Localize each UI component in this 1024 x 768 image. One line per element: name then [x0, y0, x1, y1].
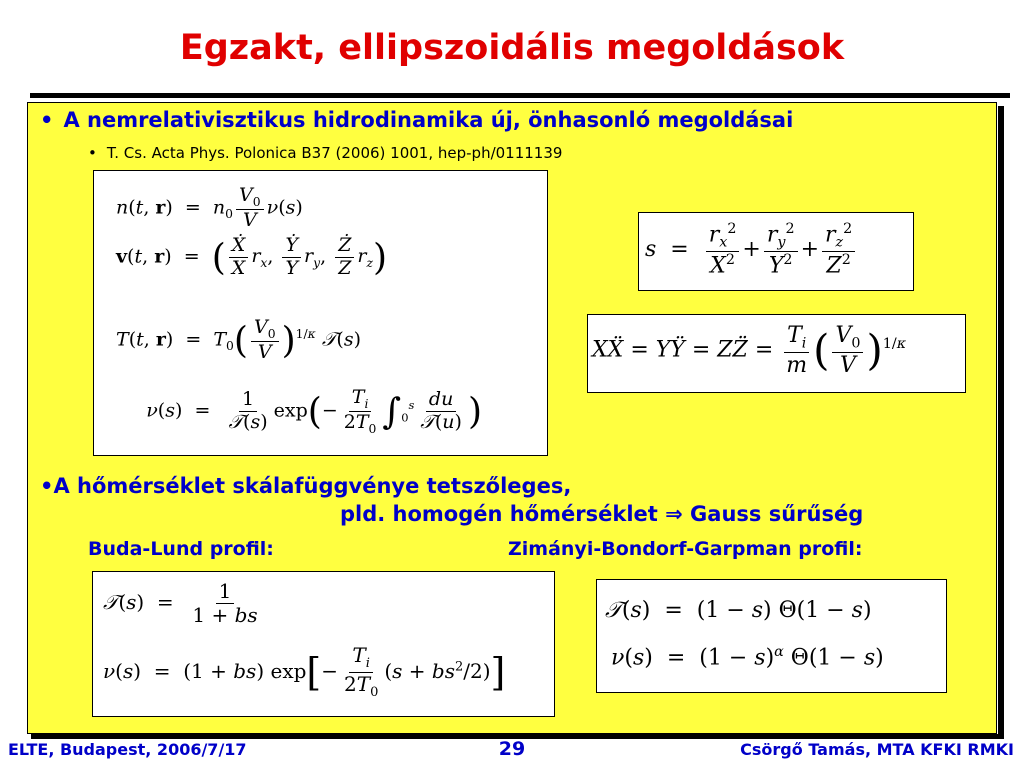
bullet-2	[40, 474, 571, 498]
equation-zbg-temperature: 𝒯(s) = (1 − s) Θ(1 − s)	[605, 598, 872, 623]
panel-shadow-right	[998, 106, 1004, 738]
equation-density: n(t, $r) = n_0$ $\frac{V_0}{V}$ ν(s)	[116, 184, 303, 231]
footer-right: Csörgő Tamás, MTA KFKI RMKI	[740, 740, 1014, 759]
equation-box-scaling-variable	[638, 212, 914, 291]
equation-s: s = $\frac{r_x^2}{X^2}$ + $\frac{r_y^2}{Y^2}$ + $\frac{r_z^2}{Z^2}$	[645, 221, 858, 279]
equation-nu: ν(s) = $\frac{1}{\text{𝒯(s)}}$ exp(− $\frac{T_i}{2T_0}$ $\int_0^s$ $\frac{du}{\text{𝒯(u)}}$ )	[146, 386, 483, 436]
label-buda-lund: Buda-Lund profil:	[88, 538, 274, 560]
bullet-1	[40, 108, 793, 132]
bullet-1-text: A nemrelativisztikus hidrodinamika új, önhasonló megoldásai	[63, 108, 794, 132]
page-number: 29	[498, 738, 526, 760]
bullet-marker: •	[40, 108, 54, 132]
label-zbg: Zimányi-Bondorf-Garpman profil:	[508, 538, 863, 560]
bullet-2-text-line2: pld. homogén hőmérséklet ⇒ Gauss sűrűség	[340, 502, 864, 526]
equation-motion: XẌ = YŸ = ZZ̈ = $\frac{T_i}{m}$ ( $\frac{V_0}{V}$ )$^{1/\kappa}$	[592, 323, 907, 378]
bullet-2-text-line1: A hőmérséklet skálafüggvénye tetszőleges,	[53, 474, 572, 498]
equation-velocity: v(t, r) = ( $\frac{\text{Ẋ}}{X}$ $r_x$, $\frac{\text{Ẏ}}{Y}$ $r_y$, $\frac{Ż}{Z}$ $r_z$)	[116, 234, 388, 279]
equation-temperature: T(t, $r) = T_0$( $\frac{V_0}{V}$ )$^{1/\kappa}$ 𝒯(s)	[116, 316, 361, 363]
sub-bullet-reference	[88, 144, 562, 162]
equation-box-zbg	[596, 579, 947, 693]
title-underline	[30, 93, 1010, 98]
sub-bullet-marker: •	[88, 144, 97, 162]
slide-title: Egzakt, ellipszoidális megoldások	[179, 28, 845, 68]
bullet-marker: •	[40, 474, 54, 498]
equation-bl-temperature: 𝒯(s) = $\frac{1}{1 + bs}$	[103, 579, 258, 627]
footer-left: ELTE, Budapest, 2006/7/17	[8, 740, 247, 759]
equation-box-buda-lund	[92, 571, 555, 717]
reference-text: T. Cs. Acta Phys. Polonica B37 (2006) 1001, hep-ph/0111139	[106, 144, 563, 162]
equation-bl-nu: ν(s) = (1 + bs) exp[− $\frac{T_i}{2T_0}$ $(s + bs^2/2)$]	[103, 643, 506, 700]
equation-box-motion	[587, 314, 966, 393]
equation-box-solution	[93, 170, 548, 456]
equation-zbg-nu: $\nu(s) = (1 - s)^\alpha$ Θ(1 − s)	[611, 644, 884, 671]
